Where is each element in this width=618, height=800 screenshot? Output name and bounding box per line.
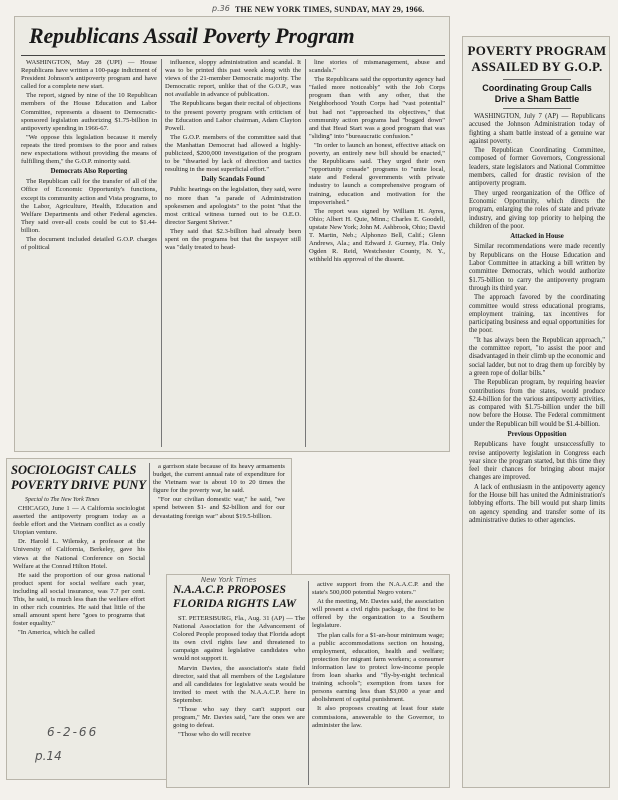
paragraph: CHICAGO, June 1 — A California sociologist asserted the antipoverty program today as a feeble effort and the Vietnam conflict as a costly Utopian venture.: [13, 505, 145, 537]
clip4-handwritten-source: New York Times: [201, 576, 257, 584]
paragraph: WASHINGTON, July 7 (AP) — Republicans accused the Johnson Administration today of fighting a sham battle instead of a genuine war against poverty.: [469, 113, 605, 145]
paragraph: The document included detailed G.O.P. charges of political: [21, 235, 157, 252]
clipping-republicans-assail: [14, 16, 450, 452]
paragraph: The plan calls for a $1-an-hour minimum wage; a public accommodations section on housing, employment, education, health and welfare; protection for migrant farm workers; a consumer information law to protect low-income people from loan sharks and "fly-by-night technical training schools"; exemption from taxes for persons earning less than $3,000 a year and abolishment of capital punishment.: [312, 631, 444, 704]
paragraph: The Republicans began their recital of objections to the present poverty program with criticism of the Education and Labor chairman, Adam Clayton Powell.: [165, 100, 301, 132]
clip1-subhead-1: Democrats Also Reporting: [50, 168, 128, 176]
clip3-handwritten-page: p.14: [35, 749, 62, 763]
clip4-headline-line1: N.A.A.C.P. PROPOSES: [173, 584, 286, 596]
paragraph: influence, sloppy administration and scandal. It was to be printed this past week along with the views of the 21-member Democratic majority. The Democratic report, unlike that of the G.O.P., was not available in advance of publication.: [165, 59, 301, 99]
paragraph: Dr. Harold L. Wilensky, a professor at the University of California, Berkeley, gave his views at the National Conference on Social Welfare at the Conrad Hilton Hotel.: [13, 538, 145, 570]
paragraph: "It has always been the Republican approach," the committee report, "to assist the poor and disadvantaged in their climb up the economic and social ladder, but not to drag them up forcibly by a green rope of dollar bills.": [469, 336, 605, 377]
paragraph: At the meeting, Mr. Davies said, the association will present a civil rights package, the first to be offered by the organization to a Southern legislature.: [312, 598, 444, 630]
clip4-column-1: [173, 615, 305, 785]
paragraph: A lack of enthusiasm in the antipoverty agency for the House bill has united the Administration's lobbying efforts. The bill would put sharp limits on agency spending and transfer some of its administrative duties to other agencies.: [469, 483, 605, 524]
clip2-subhead-2: Previous Opposition: [507, 430, 567, 438]
paragraph: The Republican Coordinating Committee, composed of former Governors, Congressional leaders, state legislators and National Committee members, called for drastic revision of the antipoverty program.: [469, 147, 605, 188]
paragraph: The Republicans said the opportunity agency had "failed more noticeably" with the Job Corps program than with any other, that the Neighborhood Youth Corps had "vast potential" but had not "approached its objectives," that community action programs had "bogged down" and that Head Start was a good program that was "sliding" into "bureaucratic confusion.": [309, 76, 445, 140]
paragraph: Public hearings on the legislation, they said, were no more than "a parade of Administration spokesmen and apologists" to the point "that the most critical witness turned out to be O.E.O. director Sargent Shriver.": [165, 186, 301, 226]
paragraph: Marvin Davies, the association's state field director, said that all members of the Legislature and all candidates for legislative seats would be invited to meet with the N.A.A.C.P. here in September.: [173, 664, 305, 704]
clip3-column-2: [153, 463, 285, 575]
paragraph: The approach favored by the coordinating committee would stress educational programs, employment training, tax incentives for participating business and equal opportunities for the poor.: [469, 294, 605, 335]
clip2-subhead-1: Attacked in House: [510, 233, 564, 241]
paragraph: They said that $2.3-billion had already been spent on the programs but that the taxpayer still was "daily treated to head-: [165, 227, 301, 252]
clip1-subhead-2: Daily Scandals Found: [201, 176, 265, 184]
paragraph: The Republican program, by requiring heavier contributions from the states, would produce $2.4-billion for the various antipoverty activities, as compared with $1.75-billion under the bill now before the House. The Federal commitment under the Republican bill would be $1.4-billion.: [469, 379, 605, 428]
paragraph: "In order to launch an honest, effective attack on poverty, an entirely new bill should be enacted," the Republicans said. They urged their own "opportunity crusade" programs to "unite local, state and Federal governments with private industry to launch a comprehensive program of training, education and motivation for the impoverished.": [309, 141, 445, 206]
clip3-column-1: [13, 505, 145, 715]
paragraph: Similar recommendations were made recently by Republicans on the House Education and Labor Committee in attacking a bill written by committee Democrats, which would authorize $1.75-billion to carry the antipoverty program through its third year.: [469, 243, 605, 292]
paragraph: They urged reorganization of the Office of Economic Opportunity, which directs the program, enlarging the roles of state and private industry, and giving top priority to helping the children of the poor.: [469, 189, 605, 230]
clip4-column-2: [312, 581, 444, 785]
paragraph: active support from the N.A.A.C.P. and the state's 500,000 potential Negro voters.": [312, 581, 444, 597]
paragraph: line stories of mismanagement, abuse and scandals.": [309, 59, 445, 75]
paragraph: "Those who do will receive: [178, 731, 251, 739]
clip1-column-1: [21, 59, 157, 449]
paragraph: The report, signed by nine of the 10 Republican members of the House Education and Labor Committee, represents a dissent to Democratic-sponsored legislation authorizing $1.75-billion in antipoverty spending in 1966-67.: [21, 92, 157, 132]
clip3-headline-line2: POVERTY DRIVE PUNY: [11, 478, 146, 492]
paragraph: The Republican call for the transfer of all of the Office of Economic Opportunity's functions, except its community action and Vista programs, to the Labor, Agriculture, Health, Education and Welfare Departments and other Federal agencies. They said over-all costs could be cut to $1.44-billion.: [21, 178, 157, 234]
paragraph: He said the proportion of our gross national product spent for social welfare each year, including all social insurance, was 7.7 per cent. This, he said, is much less than the welfare effort in other rich countries. He said that little of the small amount spent here "goes to programs that foster equality.": [13, 571, 145, 628]
clip1-headline: Republicans Assail Poverty Program: [29, 23, 355, 48]
clip2-headline-line1: POVERTY PROGRAM: [467, 43, 607, 58]
clip1-column-2: [165, 59, 301, 449]
paragraph: a garrison state because of its heavy armaments budget, the current annual rate of expenditure for the Vietnam war is about 10 to 20 times the figure for the poverty war, he said.: [153, 463, 285, 495]
paragraph: It also proposes creating at least four state commissions, answerable to the Governor, to administer the law.: [312, 705, 444, 729]
clip4-headline-line2: FLORIDA RIGHTS LAW: [173, 598, 296, 610]
clip1-col1-paragraphs: [21, 59, 157, 166]
paragraph: Republicans have fought unsuccessfully to revise antipoverty legislation in Congress each year since the program started, but this time they feel their chances for bringing about major changes are improved.: [469, 441, 605, 482]
clipping-poverty-program-assailed: [462, 36, 610, 788]
clip2-deck-line1: Coordinating Group Calls: [482, 83, 592, 93]
paragraph: "For our civilian domestic war," he said, "we spend between $1- and $2-billion and for our devastating foreign war" about $19.5-billion.: [153, 496, 285, 520]
clip2-body: [469, 113, 605, 785]
clip3-headline-line1: SOCIOLOGIST CALLS: [11, 463, 137, 477]
paragraph: WASHINGTON, May 28 (UPI) — House Republicans have written a 100-page indictment of President Johnson's antipoverty program and have called for a complete new start.: [21, 59, 157, 91]
clip2-deck-line2: Drive a Sham Battle: [494, 94, 580, 104]
clip3-special-credit: Special to The New York Times: [25, 497, 100, 503]
clip2-headline-line2: ASSAILED BY G.O.P.: [471, 59, 603, 74]
clipping-naacp-florida: [166, 574, 450, 788]
paragraph: The report was signed by William H. Ayres, Ohio; Albert H. Quie, Minn.; Charles E. Goodell, upstate New York; John M. Ashbrook, Ohio; David T. Martin, Neb.; Alphonzo Bell, Calif.; Glenn Andrews, Ala.; and Edward J. Gurney, Fla. Only Ogden R. Reid, Westchester County, N. Y., withheld his approval of the dissent.: [309, 207, 445, 264]
page-note-handwritten: p.36: [212, 4, 230, 13]
paragraph: The G.O.P. members of the committee said that the Manhattan Democrat had allowed a highly-publicized, $200,000 investigation of the program to be "thwarted by lack of direction and tactics resulting in the most superficial effort.": [165, 133, 301, 174]
paragraph: "We oppose this legislation because it merely repeats the tired promises to the poor and raises new expectations without providing the means of fulfilling them," the G.O.P. minority said.: [21, 133, 157, 166]
clip3-handwritten-date: 6-2-66: [47, 725, 99, 739]
paragraph: ST. PETERSBURG, Fla., Aug. 31 (AP) — The National Association for the Advancement of Colored People proposed today that Florida adopt its own civil rights law and threatened to campaign against legislative candidates who would not support it.: [173, 615, 305, 663]
newspaper-masthead: THE NEW YORK TIMES, SUNDAY, MAY 29, 1966.: [235, 5, 425, 14]
paragraph: "Those who say they can't support our program," Mr. Davies said, "are the ones we are going to defeat.: [173, 706, 305, 730]
clip1-column-3: [309, 59, 445, 449]
paragraph: "In America, which he called: [18, 629, 95, 637]
